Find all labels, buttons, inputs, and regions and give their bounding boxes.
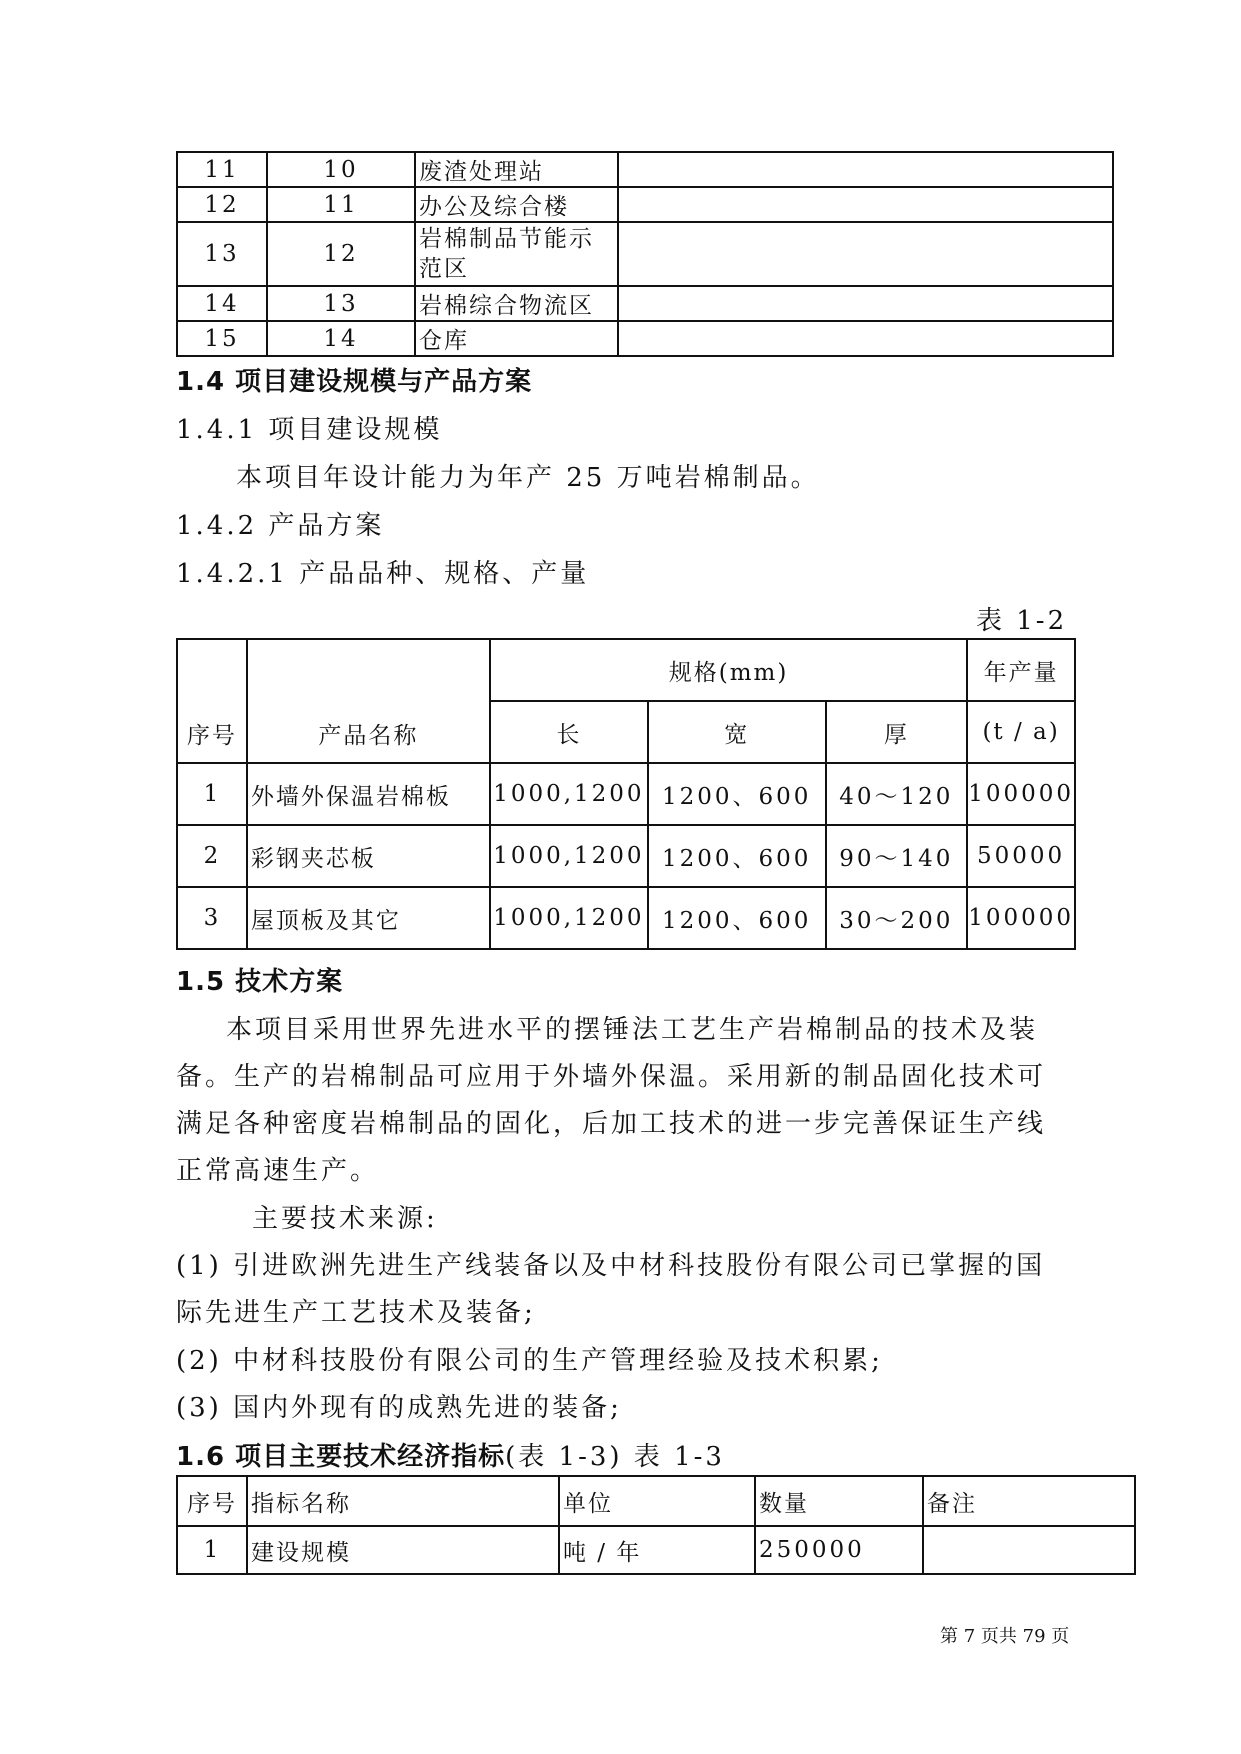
table-cell: 13	[177, 222, 267, 286]
table-row	[177, 286, 1113, 321]
table-cell: 90～140	[826, 825, 968, 887]
header-quantity: 数量	[755, 1476, 923, 1526]
header-length: 长	[490, 701, 648, 763]
section-heading-1-4: 1.4 项目建设规模与产品方案	[176, 367, 533, 397]
source-line: (1) 引进欧洲先进生产线装备以及中材科技股份有限公司已掌握的国	[176, 1251, 1046, 1281]
section-heading-1-6-title: 1.6 项目主要技术经济指标	[176, 1442, 506, 1472]
table-cell: 12	[267, 222, 415, 286]
table-cell: 1200、600	[648, 887, 826, 949]
section-heading-1-6	[176, 1436, 725, 1473]
section-heading-1-5: 1.5 技术方案	[176, 967, 344, 997]
table-cell	[618, 187, 1113, 222]
table-cell: 彩钢夹芯板	[247, 825, 490, 887]
header-width: 宽	[648, 701, 826, 763]
product-table	[176, 638, 1076, 950]
table-cell: 废渣处理站	[415, 152, 618, 187]
table-cell: 吨 / 年	[559, 1526, 755, 1574]
section-heading-1-4-1: 1.4.1 项目建设规模	[176, 415, 443, 445]
table-header-row	[177, 639, 1075, 701]
table-cell: 40～120	[826, 763, 968, 825]
table-cell: 15	[177, 321, 267, 356]
table-cell: 30～200	[826, 887, 968, 949]
table-cell: 1200、600	[648, 763, 826, 825]
table-cell: 1000,1200	[490, 887, 648, 949]
table-cell: 外墙外保温岩棉板	[247, 763, 490, 825]
table-cell: 岩棉综合物流区	[415, 286, 618, 321]
table-cell: 1	[177, 1526, 247, 1574]
table-header-row	[177, 1476, 1135, 1526]
table-cell: 11	[177, 152, 267, 187]
table-cell: 14	[177, 286, 267, 321]
header-no: 序号	[177, 639, 247, 763]
table-cell: 14	[267, 321, 415, 356]
source-line: (3) 国内外现有的成熟先进的装备;	[176, 1393, 622, 1423]
header-no: 序号	[177, 1476, 247, 1526]
building-list-table	[176, 151, 1114, 357]
table-cell: 建设规模	[247, 1526, 559, 1574]
header-thickness: 厚	[826, 701, 968, 763]
table-row	[177, 825, 1075, 887]
table-row	[177, 887, 1075, 949]
header-note: 备注	[923, 1476, 1135, 1526]
table-cell: 250000	[755, 1526, 923, 1574]
paragraph-line: 正常高速生产。	[176, 1156, 380, 1186]
table-cell: 1200、600	[648, 825, 826, 887]
header-product-name: 产品名称	[247, 639, 490, 763]
header-indicator-name: 指标名称	[247, 1476, 559, 1526]
source-line: (2) 中材科技股份有限公司的生产管理经验及技术积累;	[176, 1346, 883, 1376]
header-output: 年产量	[967, 639, 1075, 701]
table-cell: 100000	[967, 763, 1075, 825]
table-cell	[618, 286, 1113, 321]
table-cell: 2	[177, 825, 247, 887]
table-cell: 1	[177, 763, 247, 825]
table-row	[177, 321, 1113, 356]
paragraph-line: 备。生产的岩棉制品可应用于外墙外保温。采用新的制品固化技术可	[176, 1062, 1047, 1092]
header-output-unit: (t / a)	[967, 701, 1075, 763]
table-cell: 100000	[967, 887, 1075, 949]
header-unit: 单位	[559, 1476, 755, 1526]
table-row	[177, 152, 1113, 187]
table-row	[177, 763, 1075, 825]
table-cell	[923, 1526, 1135, 1574]
source-line: 际先进生产工艺技术及装备;	[176, 1298, 536, 1328]
table-cell: 1000,1200	[490, 825, 648, 887]
paragraph-line: 本项目采用世界先进水平的摆锤法工艺生产岩棉制品的技术及装	[226, 1015, 1039, 1045]
table-cell	[618, 222, 1113, 286]
header-spec: 规格(mm)	[490, 639, 967, 701]
table-cell: 屋顶板及其它	[247, 887, 490, 949]
table-cell: 办公及综合楼	[415, 187, 618, 222]
paragraph-line: 满足各种密度岩棉制品的固化，后加工技术的进一步完善保证生产线	[176, 1109, 1047, 1139]
indicator-table	[176, 1475, 1136, 1575]
table-cell: 50000	[967, 825, 1075, 887]
sources-title: 主要技术来源:	[252, 1204, 438, 1234]
table-cell	[618, 321, 1113, 356]
section-heading-1-6-ref: (表 1-3) 表 1-3	[505, 1442, 725, 1472]
table-cell: 仓库	[415, 321, 618, 356]
table-cell: 岩棉制品节能示范区	[415, 222, 618, 286]
table-caption: 表 1-2	[976, 606, 1068, 636]
table-row	[177, 222, 1113, 286]
table-cell: 13	[267, 286, 415, 321]
table-cell: 1000,1200	[490, 763, 648, 825]
table-cell: 3	[177, 887, 247, 949]
table-cell: 10	[267, 152, 415, 187]
table-cell: 11	[267, 187, 415, 222]
table-cell: 12	[177, 187, 267, 222]
section-heading-1-4-2-1: 1.4.2.1 产品品种、规格、产量	[176, 559, 590, 589]
section-heading-1-4-2: 1.4.2 产品方案	[176, 511, 385, 541]
page-number: 第 7 页共 79 页	[940, 1626, 1070, 1647]
table-row	[177, 187, 1113, 222]
paragraph-capacity: 本项目年设计能力为年产 25 万吨岩棉制品。	[236, 463, 820, 493]
table-row	[177, 1526, 1135, 1574]
table-cell	[618, 152, 1113, 187]
